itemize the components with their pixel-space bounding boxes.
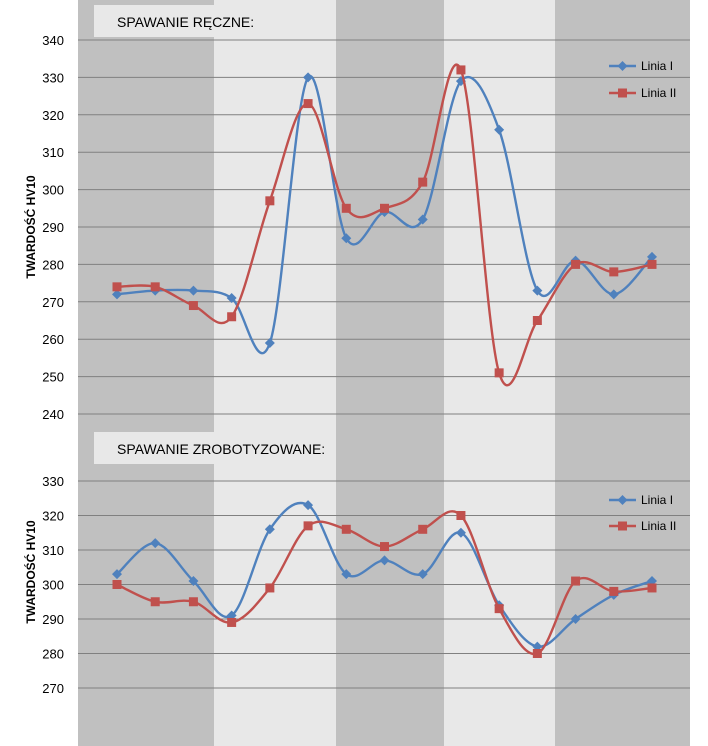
- data-point: [648, 260, 657, 269]
- y-tick-label: 330: [42, 70, 64, 86]
- data-point: [189, 597, 198, 606]
- y-tick-label: 250: [42, 369, 64, 385]
- data-point: [456, 65, 465, 74]
- chart-title: SPAWANIE RĘCZNE:: [117, 14, 255, 30]
- data-point: [418, 178, 427, 187]
- data-point: [151, 282, 160, 291]
- data-point: [265, 196, 274, 205]
- data-point: [533, 316, 542, 325]
- data-point: [609, 587, 618, 596]
- y-tick-label: 340: [42, 33, 64, 48]
- y-tick-label: 260: [42, 332, 64, 348]
- band-dark: [336, 0, 444, 746]
- y-tick-label: 290: [42, 220, 64, 235]
- data-point: [380, 542, 389, 551]
- data-point: [342, 525, 351, 534]
- legend-label: Linia II: [641, 86, 677, 100]
- data-point: [304, 99, 313, 108]
- data-point: [113, 282, 122, 291]
- band-light: [214, 0, 336, 746]
- y-tick-label: 240: [42, 407, 64, 422]
- legend-label: Linia I: [641, 59, 674, 73]
- y-axis-label: TWARDOŚĆ HV10: [24, 520, 38, 624]
- data-point: [265, 583, 274, 592]
- data-point: [342, 204, 351, 213]
- data-point: [571, 260, 580, 269]
- y-tick-label: 300: [42, 182, 64, 198]
- y-tick-label: 330: [42, 474, 64, 489]
- data-point: [609, 267, 618, 276]
- y-tick-label: 310: [42, 543, 64, 558]
- data-point: [418, 525, 427, 534]
- background-bands: [78, 0, 690, 746]
- data-point: [304, 521, 313, 530]
- data-point: [571, 577, 580, 586]
- y-tick-label: 320: [42, 508, 64, 524]
- y-tick-label: 280: [42, 646, 64, 662]
- y-tick-label: 320: [42, 107, 64, 123]
- y-tick-label: 310: [42, 145, 64, 161]
- y-tick-label: 270: [42, 681, 64, 696]
- data-point: [227, 618, 236, 627]
- data-point: [533, 649, 542, 658]
- data-point: [227, 312, 236, 321]
- data-point: [380, 204, 389, 213]
- data-point: [189, 301, 198, 310]
- data-point: [151, 597, 160, 606]
- legend-marker: [618, 522, 627, 531]
- y-tick-label: 290: [42, 612, 64, 627]
- legend-marker: [618, 89, 627, 98]
- y-axis-label: TWARDOŚĆ HV10: [24, 175, 38, 279]
- data-point: [495, 368, 504, 377]
- y-tick-label: 280: [42, 257, 64, 273]
- y-tick-label: 300: [42, 577, 64, 593]
- band-dark: [555, 0, 690, 746]
- y-tick-label: 270: [42, 294, 64, 310]
- data-point: [456, 511, 465, 520]
- band-dark: [78, 0, 214, 746]
- legend-label: Linia I: [641, 493, 674, 507]
- data-point: [113, 580, 122, 589]
- chart-title: SPAWANIE ZROBOTYZOWANE:: [117, 441, 326, 457]
- data-point: [648, 583, 657, 592]
- legend-label: Linia II: [641, 519, 677, 533]
- data-point: [495, 604, 504, 613]
